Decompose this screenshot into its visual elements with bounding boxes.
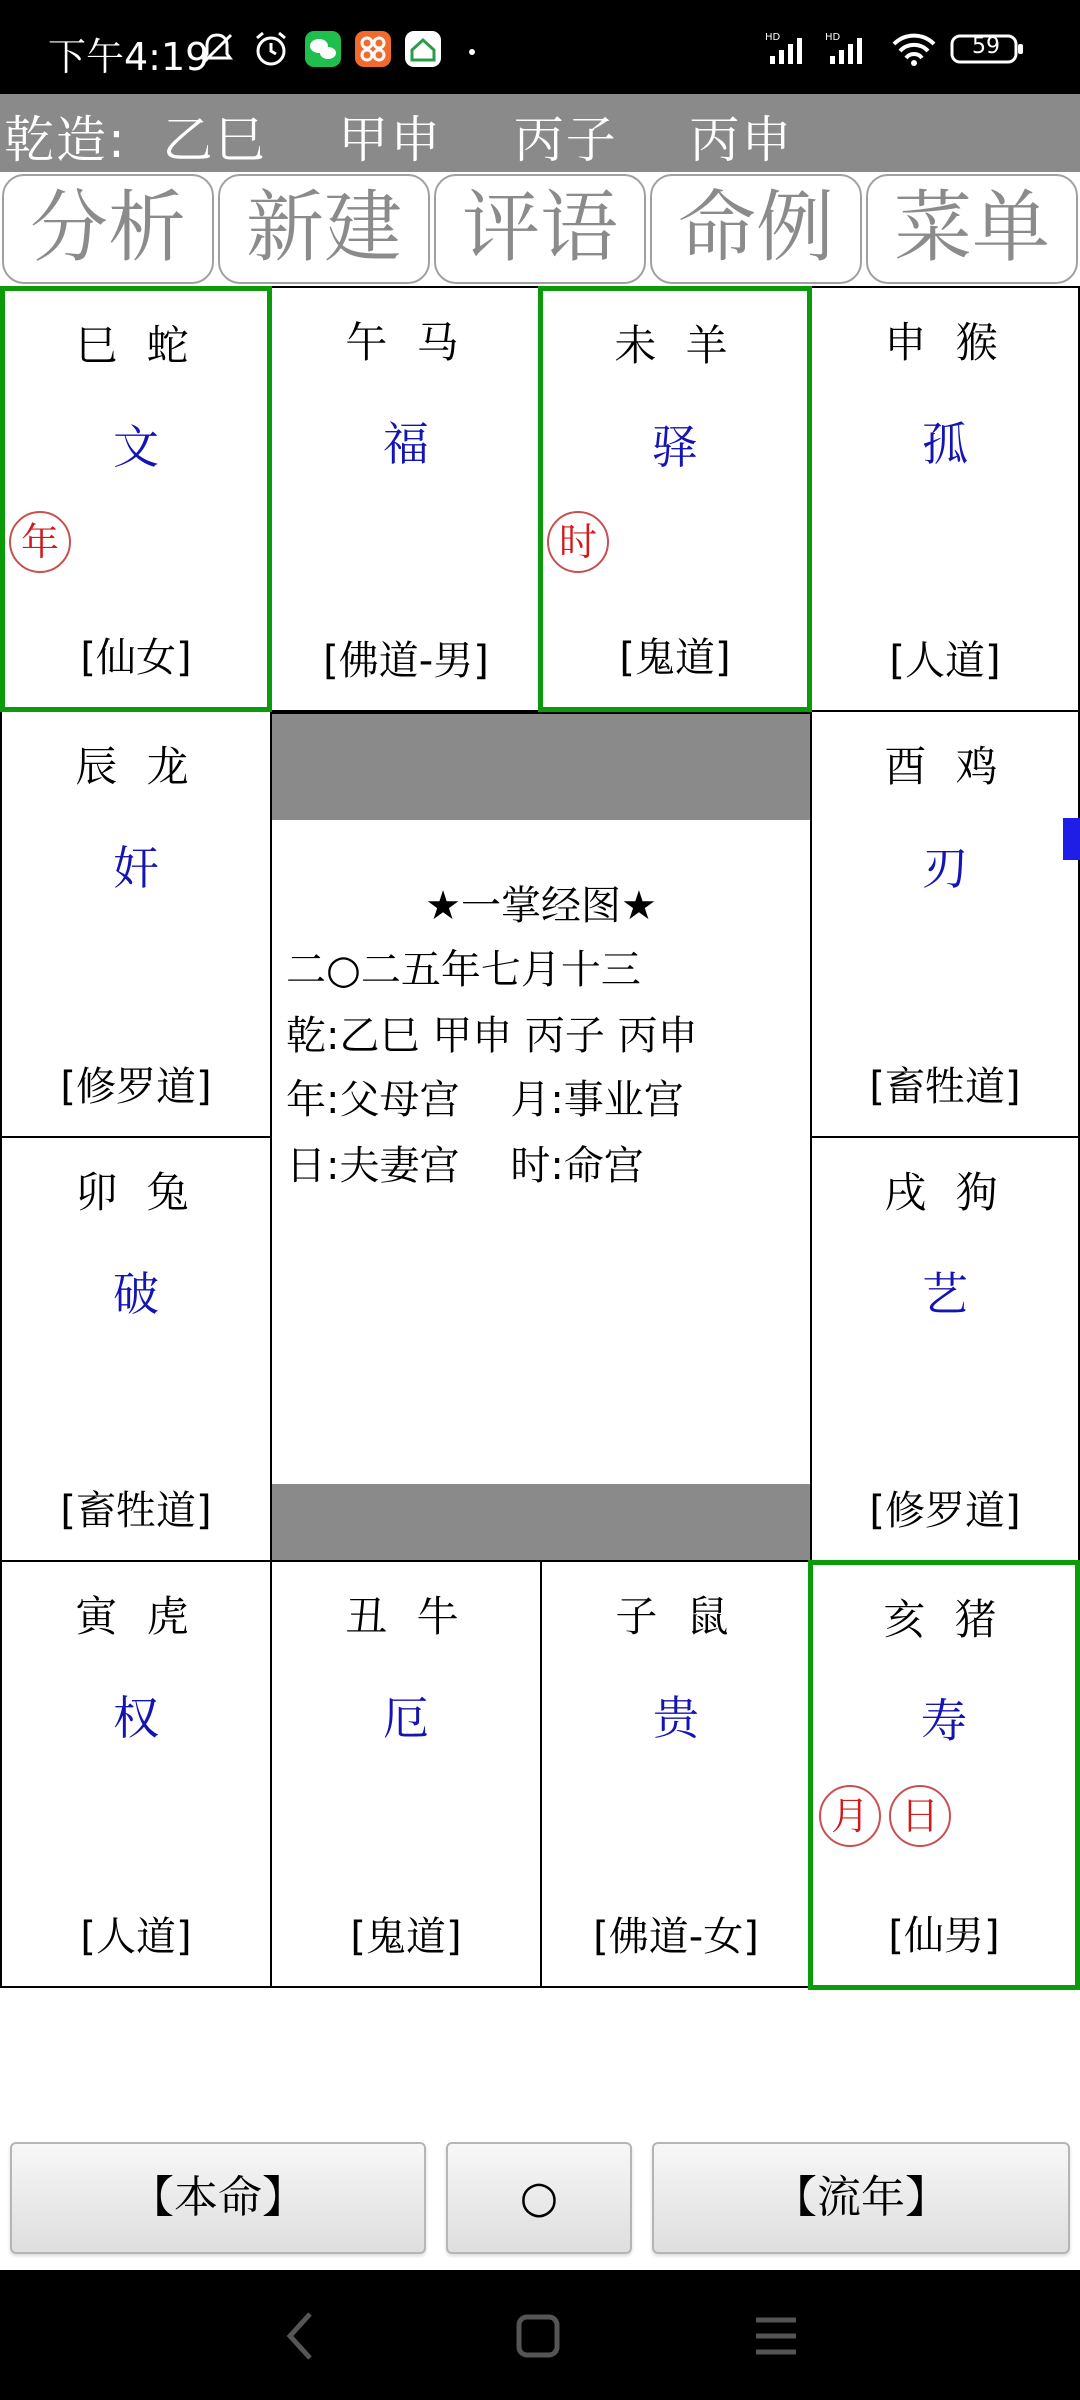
scroll-indicator[interactable] [1063, 818, 1080, 860]
palace-cell-mao[interactable] [0, 1136, 272, 1562]
palace-star: 贵 [653, 1691, 699, 1745]
palace-path: [佛道-男] [323, 638, 489, 684]
tab-new[interactable]: 新建 [218, 174, 430, 284]
palace-cell-chen[interactable] [0, 710, 272, 1138]
bell-off-icon [198, 30, 236, 68]
year-badge: 年 [9, 511, 71, 573]
annual-button[interactable]: 【流年】 [652, 2142, 1070, 2254]
palace-title: 戌 狗 [884, 1168, 1006, 1217]
palace-path: [畜牲道] [869, 1064, 1021, 1110]
tab-examples[interactable]: 命例 [650, 174, 862, 284]
center-bazi: 乾:乙巳 甲申 丙子 丙申 [286, 1013, 698, 1059]
palace-star: 孤 [922, 417, 968, 471]
palace-star: 寿 [921, 1694, 967, 1748]
palace-title: 酉 鸡 [884, 742, 1006, 791]
palace-cell-wei[interactable] [538, 286, 812, 712]
palace-title: 巳 蛇 [75, 321, 197, 370]
palace-title: 寅 虎 [75, 1592, 197, 1641]
palace-star: 艺 [922, 1267, 968, 1321]
palace-path: [鬼道] [350, 1914, 462, 1960]
center-bottom-bar [272, 1484, 810, 1560]
palace-path: [人道] [889, 638, 1001, 684]
hour-badge: 时 [547, 511, 609, 573]
circle-button[interactable]: ○ [446, 2142, 632, 2254]
svg-text:HD: HD [765, 32, 781, 43]
palace-cell-xu[interactable] [810, 1136, 1080, 1562]
signal-hd-icon [824, 30, 876, 68]
palace-cell-shen[interactable] [810, 286, 1080, 712]
battery-level: 59 [972, 34, 1000, 59]
status-bar [0, 0, 1080, 94]
home-app-icon [404, 30, 442, 68]
palace-path: [修罗道] [869, 1488, 1021, 1534]
palace-star: 福 [383, 417, 429, 471]
center-top-bar [272, 714, 810, 820]
dot-icon [460, 30, 498, 68]
palace-path: [佛道-女] [593, 1914, 759, 1960]
menu-icon[interactable] [752, 2314, 800, 2358]
center-title: ★一掌经图★ [425, 883, 657, 929]
natal-button[interactable]: 【本命】 [10, 2142, 426, 2254]
bazi-header [0, 94, 1080, 172]
palace-path: [畜牲道] [60, 1488, 212, 1534]
palace-path: [仙男] [888, 1913, 1000, 1959]
palace-title: 申 猴 [884, 318, 1006, 367]
tab-bar [0, 172, 1080, 286]
palace-title: 午 马 [345, 318, 467, 367]
palace-title: 辰 龙 [75, 742, 197, 791]
palace-title: 亥 猪 [883, 1595, 1005, 1644]
alarm-icon [252, 30, 290, 68]
svg-text:HD: HD [825, 32, 841, 43]
palace-star: 权 [113, 1691, 159, 1745]
app-icon [354, 30, 392, 68]
wifi-icon [890, 30, 938, 68]
palace-star: 破 [113, 1267, 159, 1321]
palace-cell-you[interactable] [810, 710, 1080, 1138]
palace-star: 驿 [652, 420, 698, 474]
back-icon[interactable] [280, 2308, 320, 2364]
palace-cell-yin[interactable] [0, 1560, 272, 1988]
palace-title: 丑 牛 [345, 1592, 467, 1641]
signal-hd-icon [764, 30, 816, 68]
tab-analyze[interactable]: 分析 [2, 174, 214, 284]
palace-cell-hai[interactable] [808, 1560, 1080, 1990]
palace-star: 厄 [383, 1691, 429, 1745]
center-info-panel [270, 712, 812, 1562]
palace-path: [修罗道] [60, 1064, 212, 1110]
palace-title: 未 羊 [614, 321, 736, 370]
palace-star: 奸 [113, 841, 159, 895]
day-badge: 日 [889, 1785, 951, 1847]
palace-path: [人道] [80, 1914, 192, 1960]
wechat-icon [304, 30, 342, 68]
palace-cell-chou[interactable] [270, 1560, 542, 1988]
palace-path: [仙女] [80, 635, 192, 681]
tab-comments[interactable]: 评语 [434, 174, 646, 284]
month-badge: 月 [819, 1785, 881, 1847]
home-icon[interactable] [514, 2312, 562, 2360]
palace-star: 刃 [922, 841, 968, 895]
center-date: 二○二五年七月十三 [286, 947, 641, 993]
palace-cell-si[interactable] [0, 286, 272, 712]
palace-star: 文 [113, 420, 159, 474]
tab-menu[interactable]: 菜单 [866, 174, 1078, 284]
palace-title: 卯 兔 [75, 1168, 197, 1217]
palace-title: 子 鼠 [615, 1592, 737, 1641]
center-day-hour: 日:夫妻宫 时:命宫 [286, 1143, 644, 1189]
palace-cell-zi[interactable] [540, 1560, 812, 1988]
center-year-month: 年:父母宫 月:事业宫 [286, 1077, 684, 1123]
status-time: 下午4:19 [48, 35, 210, 79]
bazi-header-text: 乾造: 乙巳 甲申 丙子 丙申 [4, 111, 794, 169]
palace-path: [鬼道] [619, 635, 731, 681]
palace-cell-wu[interactable] [270, 286, 542, 712]
system-nav-bar [0, 2270, 1080, 2400]
